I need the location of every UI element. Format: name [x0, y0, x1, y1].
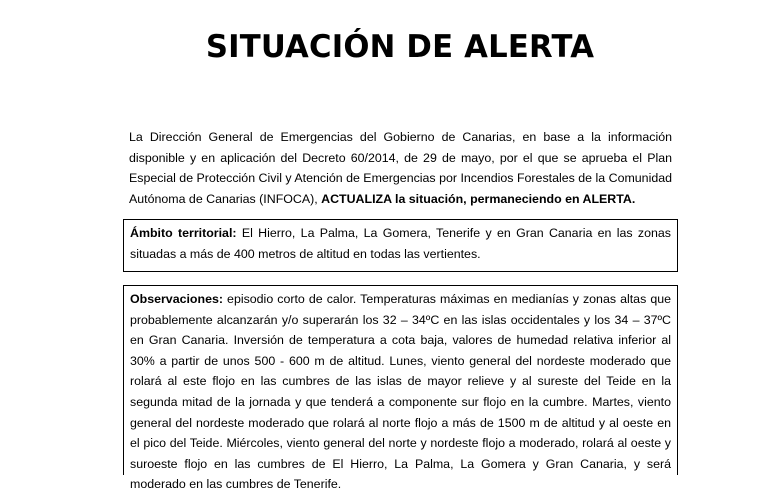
ambito-territorial-box [123, 219, 678, 272]
observaciones-text: episodio corto de calor. Temperaturas máximas en medianías y zonas altas que probablemente alcanzarán y/o superarán los 32 – 34ºC en las islas occidentales y los 34 – 37ºC en Gran Canaria. Inversión de temperatura a cota baja, valores de humedad relativa inferior al 30% a partir de unos 500 - 600 m de altitud. Lunes, viento general del nordeste moderado que rolará al este flojo en las cumbres de las islas de mayor relieve y al sureste del Teide en la segunda mitad de la jornada y que tenderá a componente sur flojo en la cumbre. Martes, viento general del nordeste moderado que rolará al norte flojo a más de 1500 m de altitud y al oeste en el pico del Teide. Miércoles, viento general del norte y nordeste flojo a moderado, rolará al oeste y suroeste flojo en las cumbres de El Hierro, La Palma, La Gomera y Gran Canaria, y será moderado en las cumbres de Tenerife. [130, 292, 671, 492]
document-title: SITUACIÓN DE ALERTA [205, 28, 595, 65]
observaciones-label: Observaciones: [130, 292, 223, 306]
ambito-label: Ámbito territorial: [130, 226, 237, 240]
intro-paragraph [129, 127, 672, 209]
ambito-text: El Hierro, La Palma, La Gomera, Tenerife y en Gran Canaria en las zonas situadas a más de 400 metros de altitud en todas las vertientes. [130, 226, 671, 261]
observaciones-box [123, 285, 678, 492]
intro-body: La Dirección General de Emergencias del Gobierno de Canarias, en base a la información disponible y en aplicación del Decreto 60/2014, de 29 de mayo, por el que se aprueba el Plan Especial de Protección Civil y Atención de Emergencias por Incendios Forestales de la Comunidad Autónoma de Canarias (INFOCA), [129, 130, 672, 206]
intro-emphasis: ACTUALIZA la situación, permaneciendo en ALERTA. [321, 191, 636, 206]
